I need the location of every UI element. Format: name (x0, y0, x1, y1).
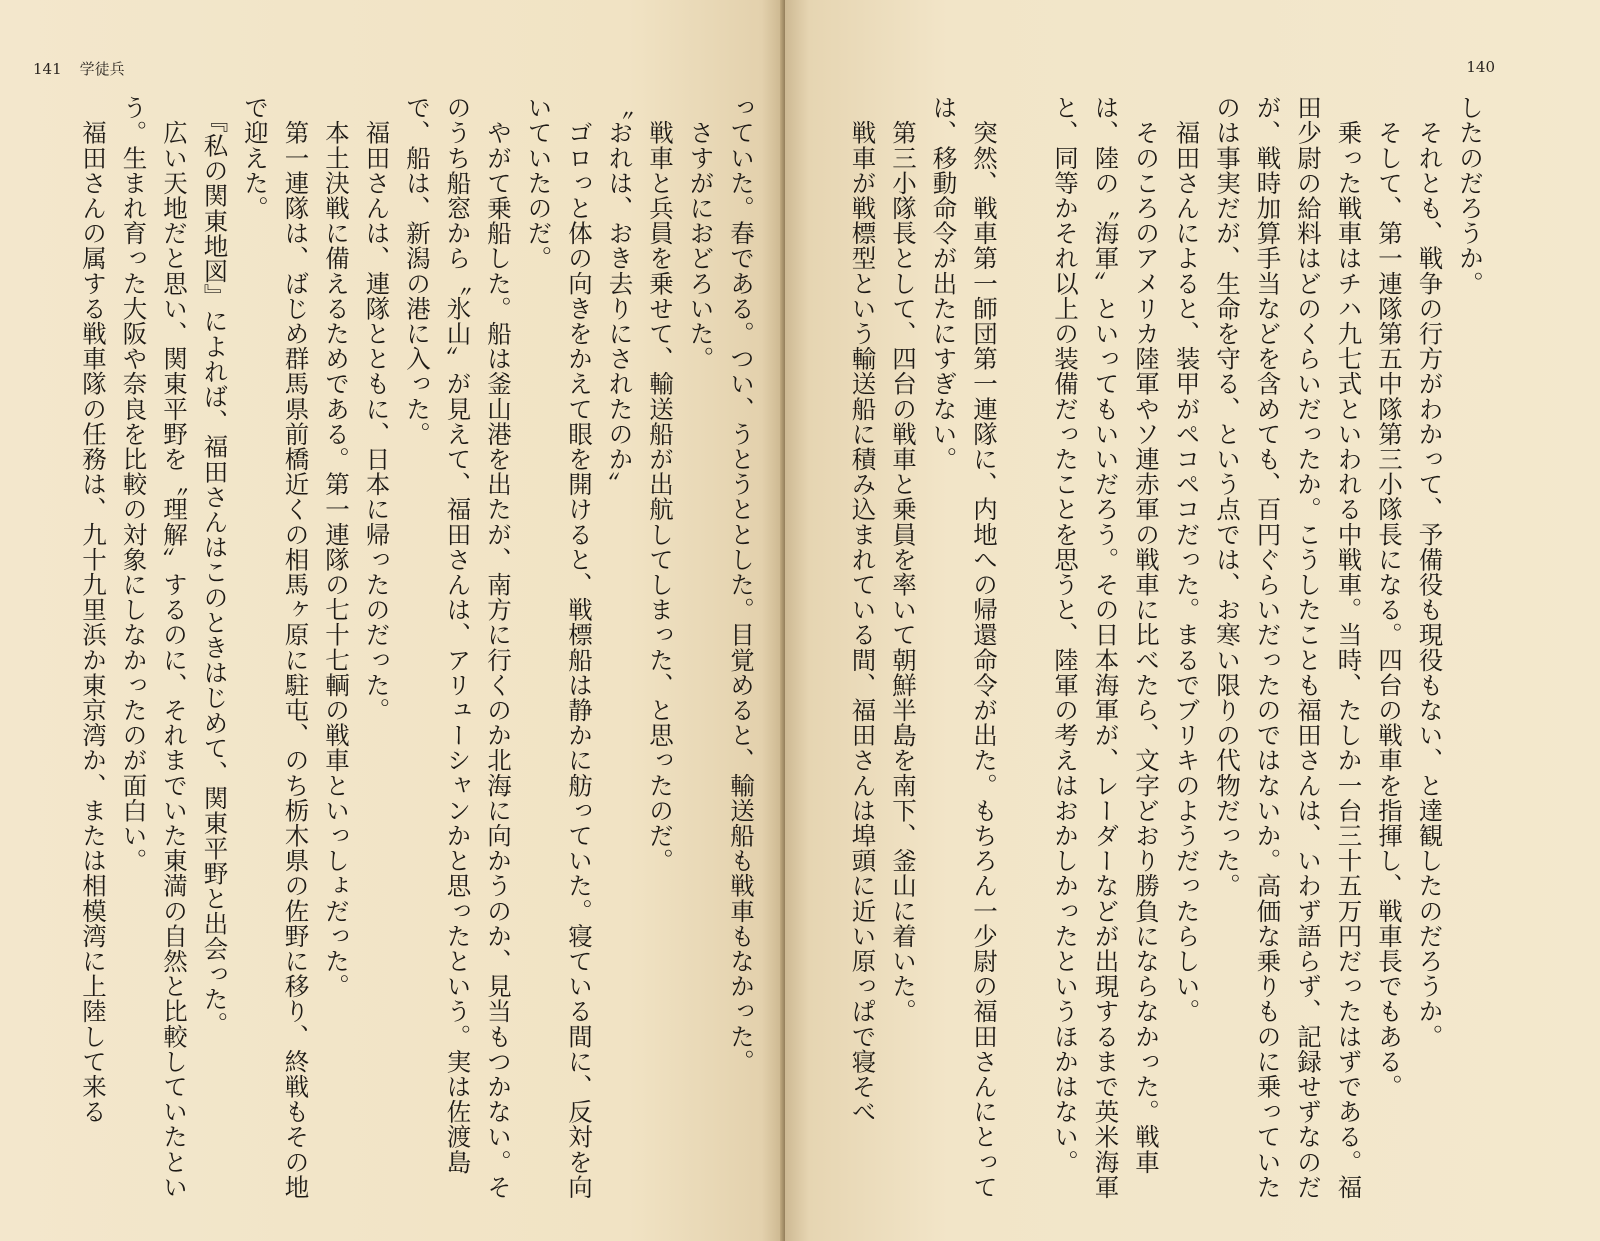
running-title: 学徒兵 (79, 60, 125, 78)
running-head-right (1466, 58, 1495, 76)
page-number-left: 141 (33, 60, 62, 78)
running-head-left (33, 58, 125, 79)
body-text-left: っていた。春である。つい、うとうととした。目覚めると、輸送船も戦車もなかった。 さすがにおどろいた。 戦車と兵員を乗せて、輸送船が出航してしまった、と思ったのだ。 〝おれは、おき去りにされたのか〟 ゴロっと体の向きをかえて眼を開けると、戦標船は静かに舫っていた。寝ている間に、反対を向いていたのだ。 やがて乗船した。船は釜山港を出たが、南方に行くのか北海に向かうのか、見当もつかない。そのうち船窓から〝氷山〟が見えて、福田さんは、アリューシャンかと思ったという。実は佐渡島で、船は、新潟の港に入った。 福田さんは、連隊とともに、日本に帰ったのだった。 本土決戦に備えるためである。第一連隊の七十七輌の戦車といっしょだった。 第一連隊は、ばじめ群馬県前橋近くの相馬ヶ原に駐屯、のち栃木県の佐野に移り、終戦もその地で迎えた。 『私の関東地図』によれば、福田さんはこのときはじめて、関東平野と出会った。 広い天地だと思い、関東平野を〝理解〟するのに、それまでいた東満の自然と比較していたという。生まれ育った大阪や奈良を比較の対象にしなかったのが面白い。 福田さんの属する戦車隊の任務は、九十九里浜か東京湾か、または相模湾に上陸して来る (79, 95, 756, 1200)
body-text-right: したのだろうか。 それとも、戦争の行方がわかって、予備役も現役もない、と達観したのだろうか。 そして、第一連隊第五中隊第三小隊長になる。四台の戦車を指揮し、戦車長でもある。 乗った戦車はチハ九七式といわれる中戦車。当時、たしか一台三十五万円だったはずである。福田少尉の給料はどのくらいだったか。こうしたことも福田さんは、いわず語らず、記録せずなのだが、戦時加算手当などを含めても、百円ぐらいだったのではないか。高価な乗りものに乗っていたのは事実だが、生命を守る、という点では、お寒い限りの代物だった。 福田さんによると、装甲がペコペコだった。まるでブリキのようだったらしい。 そのころのアメリカ陸軍やソ連赤軍の戦車に比べたら、文字どおり勝負にならなかった。戦車は、陸の〝海軍〟といってもいいだろう。その日本海軍が、レーダーなどが出現するまで英米海軍と、同等かそれ以上の装備だったことを思うと、陸軍の考えはおかしかったというほかはない。 突然、戦車第一師団第一連隊に、内地への帰還命令が出た。もちろん一少尉の福田さんにとっては、移動命令が出たにすぎない。 第三小隊長として、四台の戦車と乗員を率いて朝鮮半島を南下、釜山に着いた。 戦車が戦標型という輸送船に積み込まれている間、福田さんは埠頭に近い原っぱで寝そべ (848, 95, 1485, 1200)
page-number-right: 140 (1466, 58, 1495, 76)
right-page (785, 0, 1600, 1241)
left-page (0, 0, 785, 1241)
